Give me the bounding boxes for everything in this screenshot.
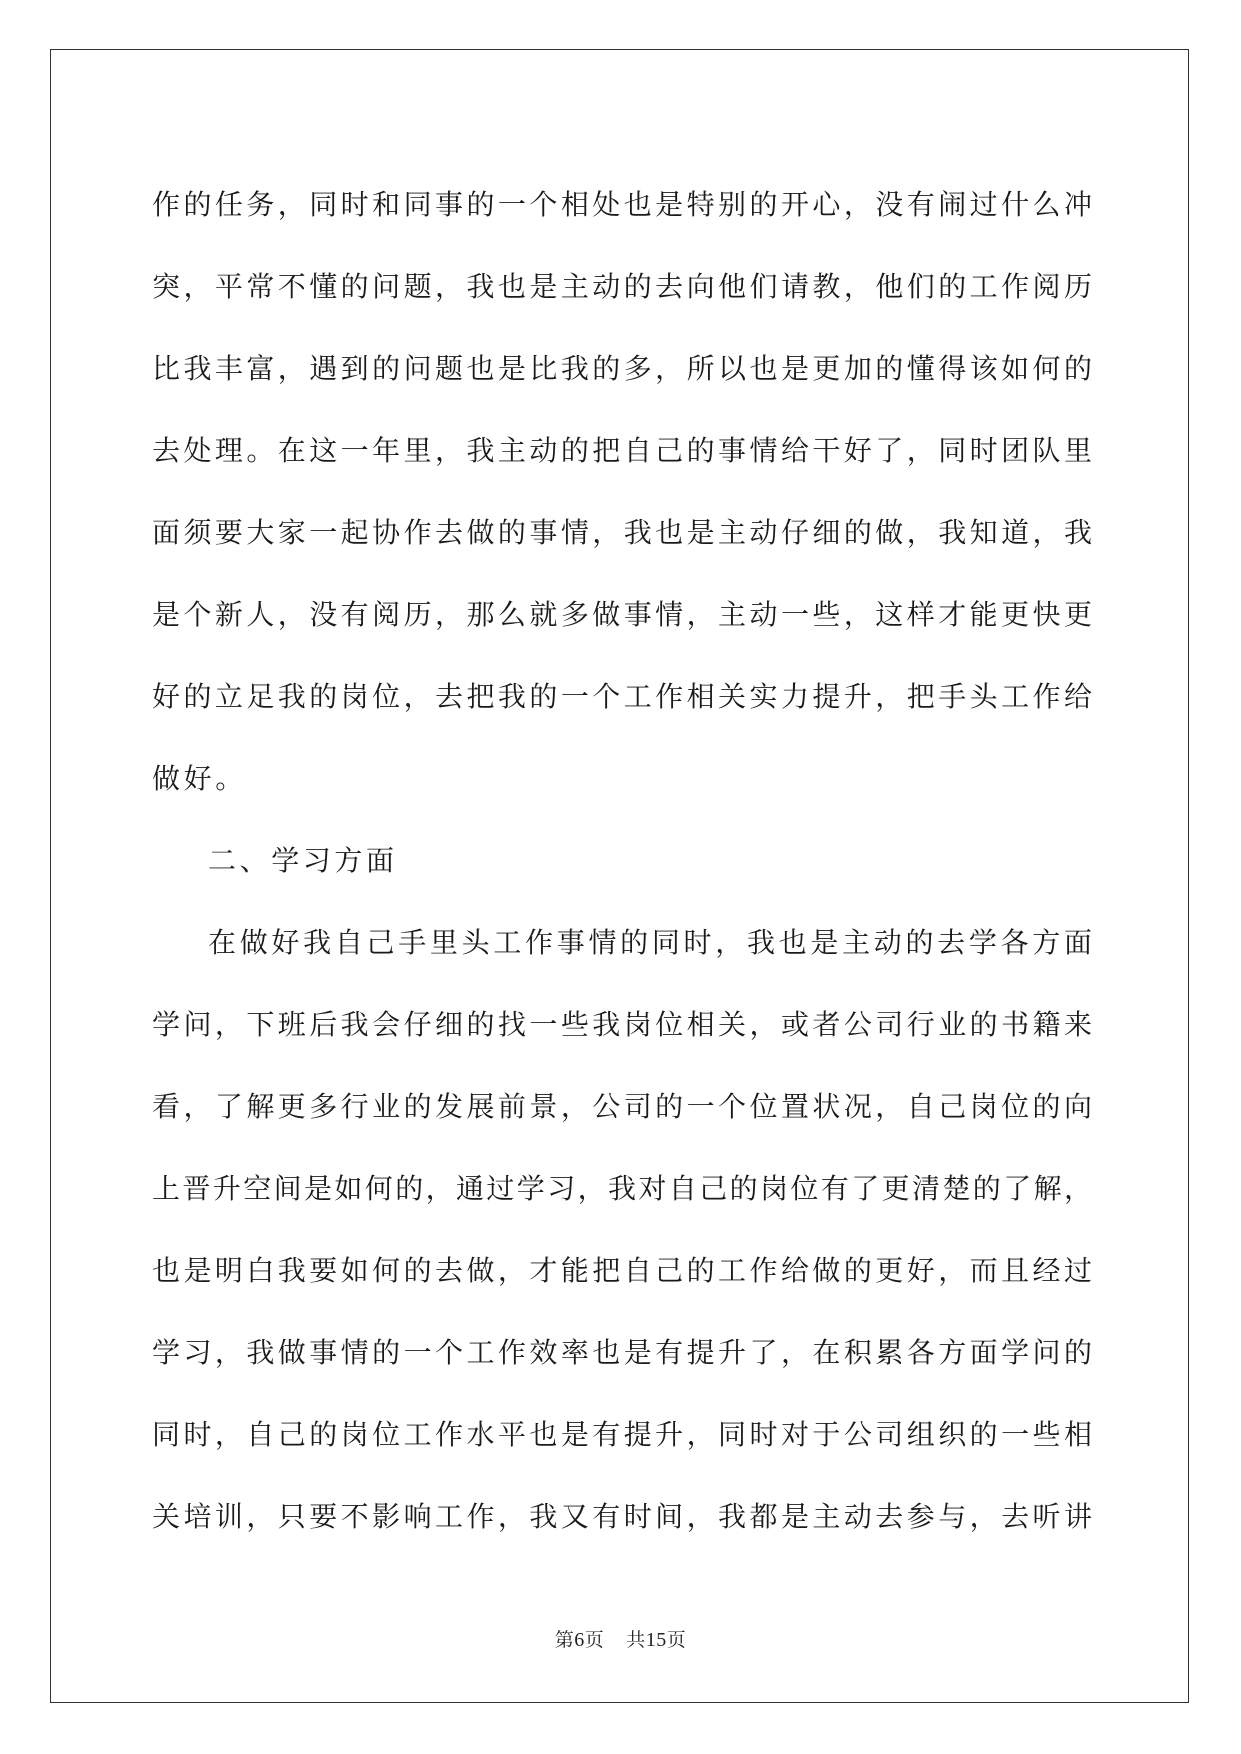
text-line: 做好。 (152, 762, 247, 795)
text-line: 学问，下班后我会仔细的找一些我岗位相关，或者公司行业的书籍来 (152, 1008, 1092, 1041)
text-line: 在做好我自己手里头工作事情的同时，我也是主动的去学各方面 (208, 926, 1092, 959)
text-line: 面须要大家一起协作去做的事情，我也是主动仔细的做，我知道，我 (152, 516, 1092, 549)
page-number: 6 (574, 1629, 585, 1651)
text-line: 去处理。在这一年里，我主动的把自己的事情给干好了，同时团队里 (152, 434, 1092, 467)
page-footer (0, 1625, 1241, 1652)
text-line: 好的立足我的岗位，去把我的一个工作相关实力提升，把手头工作给 (152, 680, 1092, 713)
document-body (152, 164, 1092, 1558)
page-prefix: 第 (554, 1629, 575, 1651)
total-suffix: 页 (666, 1629, 687, 1651)
text-line: 比我丰富，遇到的问题也是比我的多，所以也是更加的懂得该如何的 (152, 352, 1092, 385)
text-line: 二、学习方面 (208, 844, 398, 877)
total-pages: 15 (645, 1629, 667, 1651)
text-line: 也是明白我要如何的去做，才能把自己的工作给做的更好，而且经过 (152, 1254, 1092, 1287)
text-line: 同时，自己的岗位工作水平也是有提升，同时对于公司组织的一些相 (152, 1418, 1092, 1451)
text-line: 看，了解更多行业的发展前景，公司的一个位置状况，自己岗位的向 (152, 1090, 1092, 1123)
text-line: 作的任务，同时和同事的一个相处也是特别的开心，没有闹过什么冲 (152, 188, 1092, 221)
text-line: 上晋升空间是如何的，通过学习，我对自己的岗位有了更清楚的了解， (152, 1172, 1092, 1205)
text-line: 突，平常不懂的问题，我也是主动的去向他们请教，他们的工作阅历 (152, 270, 1092, 303)
text-line: 关培训，只要不影响工作，我又有时间，我都是主动去参与，去听讲 (152, 1500, 1092, 1533)
text-line: 学习，我做事情的一个工作效率也是有提升了，在积累各方面学问的 (152, 1336, 1092, 1369)
text-line: 是个新人，没有阅历，那么就多做事情，主动一些，这样才能更快更 (152, 598, 1092, 631)
total-prefix: 共 (626, 1629, 646, 1651)
page-suffix: 页 (584, 1629, 605, 1651)
